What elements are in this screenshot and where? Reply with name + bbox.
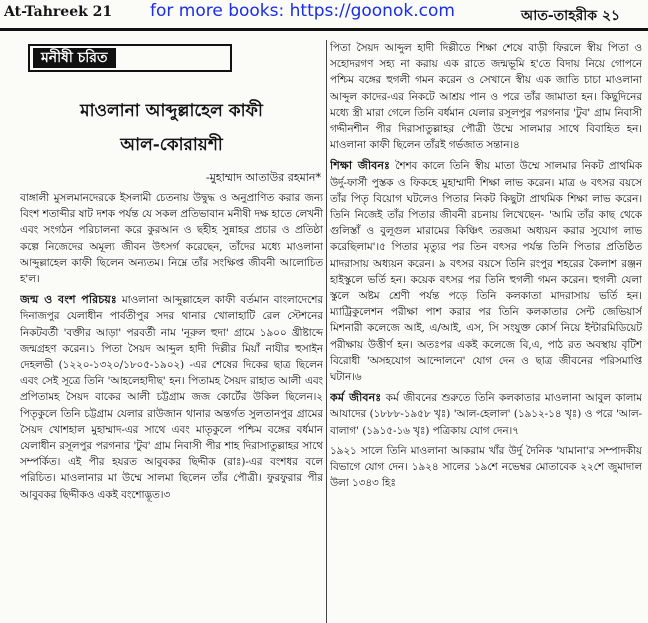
column-divider	[326, 40, 327, 623]
header-rule	[0, 28, 648, 31]
career-text: কর্ম জীবনের শুরুতে তিনি কলকাতার মাওলানা আবুল কালাম আযাদের (১৮৮৮-১৯৫৮ খৃঃ) 'আল-হেলাল' (১৯১২-১৪ খৃঃ) ও পরে 'আল-বালাগ' (১৯১৫-১৬ খৃঃ) পত্রিকায় যোগ দেন।৭	[330, 392, 642, 437]
education-heading: শিক্ষা জীবনঃ	[330, 158, 391, 173]
career-paragraph	[330, 389, 642, 439]
birth-heading: জন্ম ও বংশ পরিচয়ঃ	[20, 292, 117, 307]
continuation-paragraph: ১৯২১ সালে তিনি মাওলানা আকরাম খাঁর উর্দু দৈনিক 'যামানা'র সম্পাদকীয় বিভাগে যোগ দেন। ১৯২৪ সালের ১৯শে নভেম্বর মোতাবেক ২২শে জুমাদাল উলা ১৩৪৩ হিঃ	[330, 444, 642, 490]
birth-text: মাওলানা আব্দুল্লাহেল কাফী বর্তমান বাংলাদেশের দিনাজপুর যেলাধীন পার্বতীপুর সদর থানার খোলাহাটি রেল স্টেশনের নিকটবর্তী 'বক্তীর আড়া' পরবর্তী নাম 'নূরুল হুদা' গ্রামে ১৯০০ খ্রীষ্টাব্দে জন্মগ্রহণ করেন।১ পিতা সৈয়দ আব্দুল হাদী দিল্লীর মিয়াঁ নাযীর হুসাইন দেহলভী (১২২০-১৩২০/১৮০৫-১৯০২) -এর শেষের দিকের ছাত্র ছিলেন এবং সেই সূত্রে তিনি 'আহলেহাদীছ' হন। পিতামহ সৈয়দ রাহাত আলী এবং প্রপিতামহ সৈয়দ বাকের আলী চট্টগ্রাম জজ কোর্টের উকিল ছিলেন।২ পিতৃকুলে তিনি চট্টগ্রাম যেলার রাউজান থানার অন্তর্গত সুলতানপুর গ্রামের সৈয়দ খোশহাল মুহাম্মাদ-এর সাথে এবং মাতৃকুলে পশ্চিম বঙ্গের বর্ধমান যেলাধীন রসূলপুর পরগনার 'টুব' গ্রাম নিবাসী পীর শাহ দিরাসাতুল্লাহর সাথে সম্পর্কিত। এই পীর হযরত আবুবকর ছিদ্দীক (রাঃ)-এর বংশধর বলে পরিচিত। মাওলানার মা উম্মে সালমা ছিলেন তাঁর পৌত্রী। ফুরফুরার পীর আবুবকর ছিদ্দীকও একই বংশোদ্ভূত।৩	[20, 294, 323, 501]
promo-link[interactable]: for more books: https://goonok.com	[150, 1, 455, 21]
header-right-title: আত-তাহরীক ২১	[521, 8, 621, 24]
article-title: মাওলানা আব্দুল্লাহেল কাফী	[80, 101, 263, 121]
left-column	[20, 40, 323, 623]
birth-paragraph	[20, 291, 323, 503]
career-heading: কর্ম জীবনঃ	[330, 390, 382, 405]
author-byline: -মুহাম্মাদ আতাউর রহমান*	[205, 171, 321, 184]
education-text: শৈশব কালে তিনি স্বীয় মাতা উম্মে সালমার নিকট প্রাথমিক উর্দু-ফার্সী পুস্তক ও ফিকহে মুহাম্মাদী শিক্ষা লাভ করেন। মাত্র ৬ বৎসর বয়সে তাঁর পিতৃ বিয়োগ ঘটলেও পিতার নিকট কিছুটা প্রাথমিক শিক্ষা লাভ করেন। তিনি নিজেই তাঁর পিতার জীবনী রচনায় লিখেছেন- 'আমি তাঁর কাছ থেকে গুলিস্তাঁ ও বুলূগুল মারামের কিঞ্চিৎ তরজমা অধ্যয়ন করার সুযোগ লাভ করেছিলাম'।৫ পিতার মৃত্যুর পর তিন বৎসর পর্যন্ত তিনি পিতার প্রতিষ্ঠিত মাদরাসায় অধ্যয়ন করেন। ৯ বৎসর বয়সে তিনি রংপুর শহরের কৈলাশ রঞ্জন হাইস্কুলে ভর্তি হন। কয়েক বৎসর পর তিনি হুগলী গমন করেন। হুগলী যেলা স্কুলে অষ্টম শ্রেণী পর্যন্ত পড়ে তিনি কলকাতা মাদরাসায় ভর্তি হন। ম্যাট্রিকুলেশন পরীক্ষা পাশ করার পর তিনি কলকাতার সেন্ট জেভিয়ার্স মিশনারী কলেজে আই, এ/আই, এস, সি সংযুক্ত কোর্স নিয়ে ইন্টারমিডিয়েট পরীক্ষায় উত্তীর্ণ হন। অতঃপর একই কলেজে বি,এ, পাঠ রত অবস্থায় বৃটিশ বিরোধী 'অসহযোগ আন্দোলনে' যোগ দেন ও ছাত্র জীবনের পরিসমাপ্তি ঘটান।৬	[330, 160, 642, 384]
section-label-box	[28, 44, 232, 72]
family-paragraph: পিতা সৈয়দ আব্দুল হাদী দিল্লীতে শিক্ষা শেষে বাড়ী ফিরলে স্বীয় পিতা ও সহোদরগণ সহ্য না করায় এক রাতে জন্মভূমি হ'তে বিদায় নিয়ে গোপনে পশ্চিম বঙ্গের হুগলী গমন করেন ও সেখানে স্বীয় এক জাতি চাচা মাওলানা আব্দুল কাদের-এর নিকটে আশ্রয় পান ও পরে তাঁর জামাতা হন। কিছুদিনের মধ্যে স্ত্রী মারা গেলে তিনি বর্ধমান যেলার রসূলপুর পরগনার 'টুব' গ্রাম নিবাসী গদ্দীনশীন পীর দিরাসাতুল্লাহর পৌত্রী উম্মে সালমার সাথে বিবাহিত হন। মাওলানা কাফী ছিলেন তাঁরই গর্ভজাত সন্তান।৪	[330, 42, 642, 152]
article-subtitle: আল-কোরায়শী	[120, 135, 223, 155]
section-label: মনীষী চরিত	[33, 48, 116, 68]
education-paragraph	[330, 157, 642, 385]
intro-paragraph: বাঙ্গালী মুসলমানদেরকে ইসলামী চেতনায় উদ্বুদ্ধ ও অনুপ্রাণিত করার জন্য বিংশ শতাব্দীর ষাট দশক পর্যন্ত যে সকল প্রতিভাবান মনীষী দক্ষ হাতে লেখনী এবং সংগঠন পরিচালনা করে কুরআন ও ছহীহ সুন্নাহর প্রচার ও প্রতিষ্ঠা কল্পে নিজেদের অমূল্য জীবন উৎসর্গ করেছেন, তাঁদের মধ্যে মাওলানা আব্দুল্লাহেল কাফী ছিলেন অন্যতম। নিম্নে তাঁর সংক্ষিপ্ত জীবনী আলোচিত হ'ল।	[20, 192, 323, 286]
right-column	[330, 40, 642, 623]
header-left-title: At-Tahreek 21	[4, 4, 113, 20]
